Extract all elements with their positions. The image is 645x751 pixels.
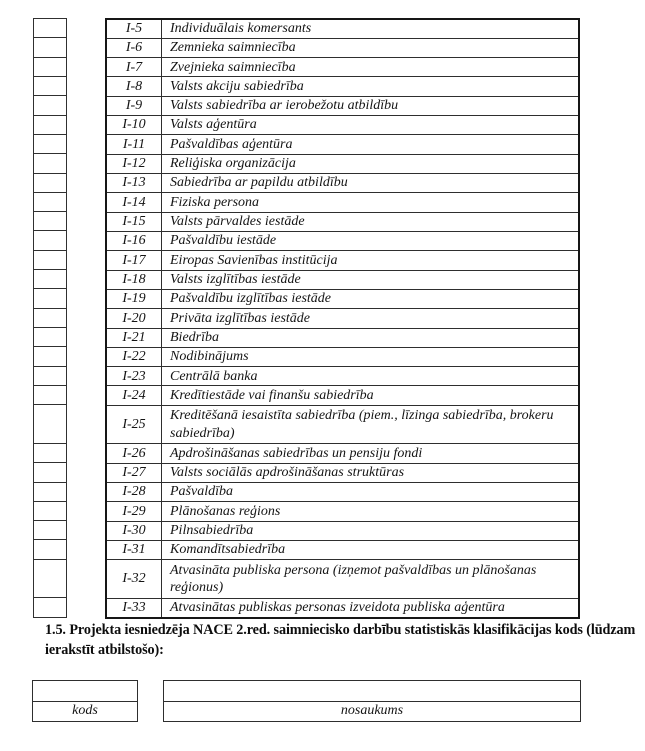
row-label-text: Kreditēšanā iesaistīta sabiedrība (piem., līzinga sabiedrība, brokeru sabiedrība) — [170, 408, 554, 441]
row-label-text: Plānošanas reģions — [170, 503, 281, 519]
row-label-text: Valsts akciju sabiedrība — [170, 78, 304, 94]
row-label-cell — [162, 116, 580, 135]
row-label-cell — [162, 444, 580, 463]
row-label-cell — [162, 309, 580, 328]
row-label-cell — [162, 251, 580, 270]
row-label-cell — [162, 289, 580, 308]
table-row — [106, 96, 579, 115]
row-label-text: Pašvaldību iestāde — [170, 233, 277, 249]
row-code-cell: I-27 — [106, 463, 162, 482]
checkbox-row — [34, 521, 67, 540]
row-label-cell — [162, 347, 580, 366]
table-row — [106, 521, 579, 540]
row-label-cell — [162, 270, 580, 289]
row-code-cell: I-28 — [106, 483, 162, 502]
row-label-text: Valsts sociālās apdrošināšanas struktūras — [170, 465, 405, 481]
checkbox-cell[interactable] — [34, 38, 67, 57]
row-code-cell: I-18 — [106, 270, 162, 289]
row-code-cell: I-16 — [106, 231, 162, 250]
checkbox-row — [34, 19, 67, 38]
checkbox-cell[interactable] — [34, 559, 67, 598]
nace-name-label: nosaukums — [164, 701, 581, 722]
row-code-cell: I-32 — [106, 560, 162, 599]
row-label-cell — [162, 77, 580, 96]
row-code-cell: I-21 — [106, 328, 162, 347]
checkbox-row — [34, 154, 67, 173]
row-label-text: Reliģiska organizācija — [170, 156, 296, 172]
row-code-cell: I-19 — [106, 289, 162, 308]
table-row — [106, 116, 579, 135]
nace-code-input-cell[interactable] — [33, 681, 138, 702]
row-label-cell — [162, 598, 580, 617]
checkbox-row — [34, 482, 67, 501]
table-row — [106, 502, 579, 521]
row-label-cell — [162, 367, 580, 386]
table-row — [106, 19, 579, 38]
nace-name-box — [163, 680, 581, 722]
row-label-cell — [162, 96, 580, 115]
row-label-cell — [162, 212, 580, 231]
table-row — [106, 309, 579, 328]
checkbox-row — [34, 212, 67, 231]
row-label-text: Pilnsabiedrība — [170, 523, 254, 539]
row-label-text: Valsts sabiedrība ar ierobežotu atbildību — [170, 98, 399, 114]
checkbox-row — [34, 96, 67, 115]
row-label-cell — [162, 19, 580, 38]
row-code-cell: I-17 — [106, 251, 162, 270]
row-label-text: Centrālā banka — [170, 368, 258, 384]
nace-name-input-cell[interactable] — [164, 681, 581, 702]
table-row — [106, 405, 579, 444]
row-code-cell: I-22 — [106, 347, 162, 366]
checkbox-row — [34, 366, 67, 385]
checkbox-row — [34, 443, 67, 462]
table-row — [106, 77, 579, 96]
checkbox-row — [34, 57, 67, 76]
checkbox-row — [34, 38, 67, 57]
row-label-text: Eiropas Savienības institūcija — [170, 252, 338, 268]
row-code-cell: I-25 — [106, 405, 162, 444]
row-label-cell — [162, 386, 580, 405]
checkbox-cell[interactable] — [34, 96, 67, 115]
checkbox-cell[interactable] — [34, 192, 67, 211]
row-label-text: Pašvaldību izglītības iestāde — [170, 291, 331, 307]
table-row — [106, 193, 579, 212]
checkbox-cell[interactable] — [34, 250, 67, 269]
table-row — [106, 347, 579, 366]
table-row — [106, 212, 579, 231]
row-label-text: Atvasināta publiska persona (izņemot pašvaldības un plānošanas reģionus) — [170, 562, 537, 596]
row-label-cell — [162, 405, 580, 444]
table-row — [106, 483, 579, 502]
row-label-text: Nodibinājums — [170, 349, 249, 365]
checkbox-cell[interactable] — [34, 347, 67, 366]
table-row — [106, 58, 579, 77]
row-code-cell: I-14 — [106, 193, 162, 212]
table-row — [106, 367, 579, 386]
legal-form-table — [105, 18, 580, 619]
row-label-text: Privāta izglītības iestāde — [170, 310, 310, 326]
table-row — [106, 270, 579, 289]
checkbox-row — [34, 250, 67, 269]
table-row — [106, 289, 579, 308]
checkbox-cell[interactable] — [34, 212, 67, 231]
checkbox-cell[interactable] — [34, 443, 67, 462]
checkbox-cell[interactable] — [34, 76, 67, 95]
checkbox-cell[interactable] — [34, 154, 67, 173]
row-label-text: Zvejnieka saimniecība — [170, 59, 296, 75]
checkbox-row — [34, 289, 67, 308]
row-label-text: Pašvaldība — [170, 484, 233, 500]
row-label-cell — [162, 193, 580, 212]
table-row — [106, 38, 579, 57]
row-code-cell: I-24 — [106, 386, 162, 405]
table-row — [106, 135, 579, 154]
row-label-text: Valsts aģentūra — [170, 117, 257, 133]
checkbox-column-body — [34, 19, 67, 618]
row-label-cell — [162, 463, 580, 482]
checkbox-cell[interactable] — [34, 366, 67, 385]
row-label-cell — [162, 540, 580, 559]
row-code-cell: I-9 — [106, 96, 162, 115]
checkbox-row — [34, 115, 67, 134]
row-label-text: Individuālais komersants — [170, 21, 312, 37]
row-label-text: Valsts pārvaldes iestāde — [170, 214, 305, 230]
row-label-cell — [162, 502, 580, 521]
row-code-cell: I-15 — [106, 212, 162, 231]
table-row — [106, 444, 579, 463]
checkbox-cell[interactable] — [34, 540, 67, 559]
checkbox-row — [34, 328, 67, 347]
row-label-cell — [162, 483, 580, 502]
checkbox-row — [34, 192, 67, 211]
row-label-text: Valsts izglītības iestāde — [170, 271, 301, 287]
table-row — [106, 328, 579, 347]
table-row — [106, 560, 579, 599]
checkbox-row — [34, 347, 67, 366]
table-row — [106, 251, 579, 270]
nace-code-label: kods — [33, 701, 138, 722]
row-code-cell: I-5 — [106, 19, 162, 38]
row-label-cell — [162, 328, 580, 347]
checkbox-cell[interactable] — [34, 308, 67, 327]
checkbox-cell[interactable] — [34, 521, 67, 540]
nace-code-box — [32, 680, 138, 722]
row-label-text: Atvasinātas publiskas personas izveidota publiska aģentūra — [170, 600, 505, 616]
table-row — [106, 463, 579, 482]
row-code-cell: I-11 — [106, 135, 162, 154]
row-code-cell: I-31 — [106, 540, 162, 559]
checkbox-cell[interactable] — [34, 231, 67, 250]
table-row — [106, 231, 579, 250]
row-code-cell: I-30 — [106, 521, 162, 540]
checkbox-cell[interactable] — [34, 57, 67, 76]
checkbox-row — [34, 173, 67, 192]
checkbox-row — [34, 385, 67, 404]
row-label-text: Biedrība — [170, 329, 219, 345]
checkbox-row — [34, 76, 67, 95]
table-row — [106, 174, 579, 193]
row-label-cell — [162, 58, 580, 77]
checkbox-row — [34, 540, 67, 559]
checkbox-cell[interactable] — [34, 598, 67, 617]
table-row — [106, 540, 579, 559]
table-row — [106, 386, 579, 405]
row-code-cell: I-8 — [106, 77, 162, 96]
table-row — [106, 154, 579, 173]
checkbox-cell[interactable] — [34, 270, 67, 289]
section-1-5-heading: 1.5. Projekta iesniedzēja NACE 2.red. saimniecisko darbību statistiskās klasifikācijas kods (lūdzam ierakstīt atbilstošo): — [45, 622, 636, 658]
checkbox-row — [34, 134, 67, 153]
checkbox-cell[interactable] — [34, 501, 67, 520]
row-code-cell: I-29 — [106, 502, 162, 521]
checkbox-cell[interactable] — [34, 134, 67, 153]
row-label-text: Kredītiestāde vai finanšu sabiedrība — [170, 387, 374, 403]
checkbox-cell[interactable] — [34, 385, 67, 404]
checkbox-row — [34, 598, 67, 617]
row-label-text: Pašvaldības aģentūra — [170, 136, 293, 152]
checkbox-row — [34, 501, 67, 520]
row-label-text: Zemnieka saimniecība — [170, 40, 296, 56]
checkbox-cell[interactable] — [34, 289, 67, 308]
checkbox-row — [34, 231, 67, 250]
checkbox-column — [33, 18, 67, 618]
row-label-text: Fiziska persona — [170, 194, 260, 210]
row-label-text: Sabiedrība ar papildu atbildību — [170, 175, 348, 191]
checkbox-cell[interactable] — [34, 405, 67, 444]
row-code-cell: I-26 — [106, 444, 162, 463]
checkbox-cell[interactable] — [34, 173, 67, 192]
checkbox-row — [34, 559, 67, 598]
checkbox-cell[interactable] — [34, 463, 67, 482]
checkbox-row — [34, 270, 67, 289]
checkbox-cell[interactable] — [34, 115, 67, 134]
row-code-cell: I-33 — [106, 598, 162, 617]
legal-form-table-body — [106, 19, 579, 618]
row-label-cell — [162, 231, 580, 250]
row-code-cell: I-13 — [106, 174, 162, 193]
row-label-text: Komandītsabiedrība — [170, 542, 286, 558]
checkbox-row — [34, 405, 67, 444]
row-label-cell — [162, 154, 580, 173]
row-code-cell: I-23 — [106, 367, 162, 386]
row-label-cell — [162, 560, 580, 599]
row-code-cell: I-12 — [106, 154, 162, 173]
row-label-text: Apdrošināšanas sabiedrības un pensiju fondi — [170, 445, 423, 461]
row-code-cell: I-20 — [106, 309, 162, 328]
row-label-cell — [162, 38, 580, 57]
checkbox-row — [34, 463, 67, 482]
row-label-cell — [162, 135, 580, 154]
checkbox-cell[interactable] — [34, 328, 67, 347]
row-code-cell: I-6 — [106, 38, 162, 57]
row-label-cell — [162, 174, 580, 193]
row-label-cell — [162, 521, 580, 540]
checkbox-cell[interactable] — [34, 482, 67, 501]
row-code-cell: I-10 — [106, 116, 162, 135]
row-code-cell: I-7 — [106, 58, 162, 77]
checkbox-row — [34, 308, 67, 327]
table-row — [106, 598, 579, 617]
checkbox-cell[interactable] — [34, 19, 67, 38]
